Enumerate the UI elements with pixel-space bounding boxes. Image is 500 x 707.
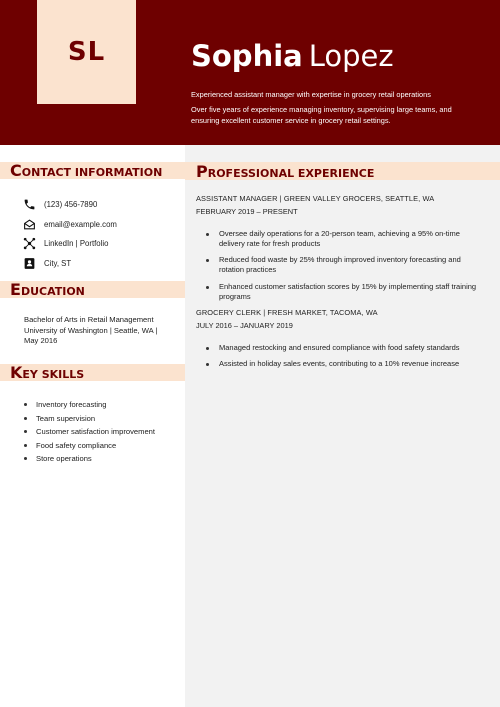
heading-rest: DUCATION — [20, 285, 85, 298]
contact-section-heading — [0, 162, 185, 179]
job-bullets — [196, 229, 481, 302]
job-bullet: Managed restocking and ensured compliance with food safety standards — [206, 343, 481, 353]
education-section-heading — [0, 281, 185, 298]
job-dates: FEBRUARY 2019 – PRESENT — [196, 207, 298, 216]
skill-item: Inventory forecasting — [24, 398, 174, 412]
contact-text: LinkedIn | Portfolio — [44, 239, 109, 249]
contact-links — [22, 234, 182, 254]
job-bullets — [196, 343, 481, 369]
skills-list — [24, 398, 174, 466]
contact-text: (123) 456-7890 — [44, 200, 98, 210]
heading-initial: E — [10, 280, 21, 299]
job-bullet: Oversee daily operations for a 20-person team, achieving a 95% on-time delivery rate for fresh products — [206, 229, 481, 249]
summary-line: Experienced assistant manager with expertise in grocery retail operations — [191, 90, 431, 99]
summary-line: Over five years of experience managing inventory, supervising large teams, and ensuring excellent customer service in grocery retail settings. — [191, 105, 452, 125]
skills-section-heading — [0, 364, 185, 381]
skill-item: Customer satisfaction improvement — [24, 425, 174, 439]
heading-initial: K — [10, 363, 23, 382]
education-entry — [24, 315, 174, 347]
contact-phone — [22, 195, 182, 215]
contact-list — [22, 195, 182, 273]
job-bullet: Enhanced customer satisfaction scores by 15% by implementing staff training programs — [206, 282, 481, 302]
school: University of Washington | Seattle, WA | — [24, 325, 158, 335]
job-entry — [196, 308, 481, 375]
heading-rest: EY SKILLS — [22, 368, 85, 381]
candidate-name — [191, 39, 394, 73]
heading-rest: ONTACT INFORMATION — [21, 166, 163, 179]
email-icon — [22, 217, 36, 231]
heading-initial: C — [10, 161, 22, 180]
skill-item: Team supervision — [24, 412, 174, 426]
experience-section-heading — [185, 162, 500, 180]
contact-location — [22, 254, 182, 274]
profile-summary — [191, 90, 481, 131]
graduation-date: May 2016 — [24, 336, 58, 346]
monogram-badge — [37, 0, 136, 104]
contact-email — [22, 215, 182, 235]
degree: Bachelor of Arts in Retail Management — [24, 315, 154, 324]
heading-initial: P — [196, 161, 208, 181]
job-entry — [196, 194, 481, 308]
skill-item: Store operations — [24, 452, 174, 466]
job-title: GROCERY CLERK | FRESH MARKET, TACOMA, WA — [196, 308, 378, 317]
job-title: ASSISTANT MANAGER | GREEN VALLEY GROCERS, SEATTLE, WA — [196, 194, 435, 203]
skill-item: Food safety compliance — [24, 439, 174, 453]
heading-rest: ROFESSIONAL EXPERIENCE — [207, 166, 375, 180]
first-name: Sophia — [191, 39, 303, 73]
contact-text: City, ST — [44, 258, 72, 268]
contact-text: email@example.com — [44, 219, 117, 229]
job-dates: JULY 2016 – JANUARY 2019 — [196, 321, 293, 330]
network-icon — [22, 237, 36, 251]
job-bullet: Assisted in holiday sales events, contributing to a 10% revenue increase — [206, 359, 481, 369]
monogram-initials: SL — [67, 37, 106, 67]
last-name: Lopez — [308, 39, 394, 73]
header-banner — [0, 0, 500, 145]
phone-icon — [22, 198, 36, 212]
job-bullet: Reduced food waste by 25% through improved inventory forecasting and rotation practices — [206, 255, 481, 275]
address-card-icon — [22, 256, 36, 270]
